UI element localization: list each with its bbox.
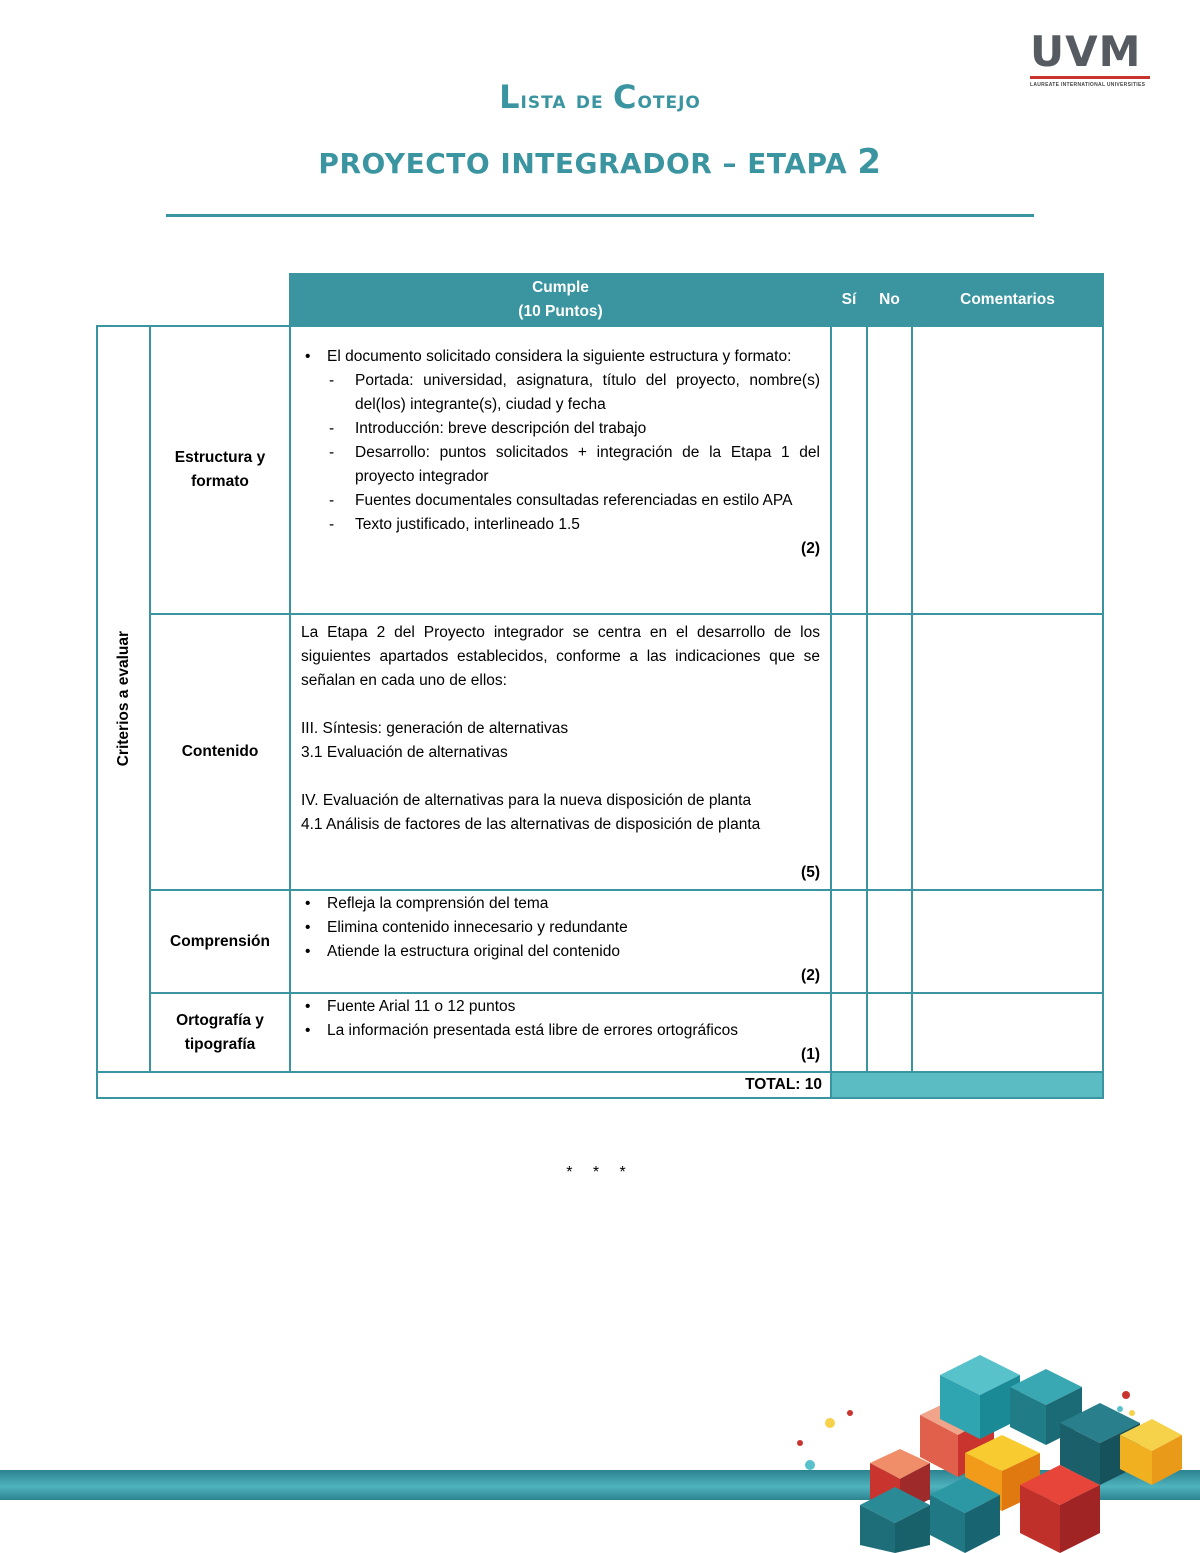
list-item: • Atiende la estructura original del contenido — [327, 940, 820, 964]
table-row — [97, 890, 1103, 993]
logo-tagline: LAUREATE INTERNATIONAL UNIVERSITIES — [1030, 82, 1146, 88]
content-section-item: 3.1 Evaluación de alternativas — [301, 744, 508, 761]
si-checkbox-cell[interactable] — [831, 993, 867, 1072]
header-cumple — [290, 274, 831, 326]
description-contenido — [290, 614, 831, 890]
dash-list — [327, 369, 820, 537]
bullet-list — [301, 892, 820, 964]
list-item: - Portada: universidad, asignatura, título del proyecto, nombre(s) del(los) integrante(s), ciudad y fecha — [355, 369, 820, 417]
description-comprension — [290, 890, 831, 993]
subtitle-number: 2 — [857, 142, 882, 182]
header-cumple-points: (10 Puntos) — [518, 303, 603, 320]
no-checkbox-cell[interactable] — [867, 993, 912, 1072]
content-intro: La Etapa 2 del Proyecto integrador se centra en el desarrollo de los siguientes apartados establecidos, conforme a las indicaciones que se señalan en cada uno de ellos: — [301, 624, 820, 689]
cube-cluster — [860, 1355, 1182, 1553]
page-subtitle — [0, 142, 1200, 182]
title-divider — [166, 214, 1034, 217]
comment-cell[interactable] — [912, 993, 1103, 1072]
dot — [1122, 1391, 1130, 1399]
comment-cell[interactable] — [912, 614, 1103, 890]
bullet-list — [301, 995, 820, 1043]
table-row — [97, 326, 1103, 614]
list-item: - Texto justificado, interlineado 1.5 — [355, 513, 820, 537]
no-checkbox-cell[interactable] — [867, 614, 912, 890]
header-no: No — [867, 274, 912, 326]
page-title — [0, 78, 1200, 116]
header-comentarios: Comentarios — [912, 274, 1103, 326]
no-checkbox-cell[interactable] — [867, 326, 912, 614]
side-label-cell — [97, 326, 150, 1072]
title-rest-2: otejo — [637, 86, 701, 114]
points-label: (2) — [801, 967, 820, 984]
total-label: TOTAL: 10 — [97, 1072, 831, 1098]
title-rest-1: ista de — [520, 86, 613, 114]
dot — [805, 1460, 815, 1470]
criterion-comprension: Comprensión — [150, 890, 290, 993]
header-cumple-label: Cumple — [532, 279, 589, 296]
points-label: (5) — [801, 864, 820, 881]
description-estructura — [290, 326, 831, 614]
criterion-ortografia — [150, 993, 290, 1072]
si-checkbox-cell[interactable] — [831, 614, 867, 890]
side-label: Criterios a evaluar — [114, 631, 132, 767]
header-row — [97, 274, 1103, 326]
list-item: - Desarrollo: puntos solicitados + integración de la Etapa 1 del proyecto integrador — [355, 441, 820, 489]
si-checkbox-cell[interactable] — [831, 326, 867, 614]
dot — [847, 1410, 853, 1416]
list-item: • Refleja la comprensión del tema — [327, 892, 820, 916]
content-section-title: IV. Evaluación de alternativas para la nueva disposición de planta — [301, 792, 752, 809]
dot — [1129, 1410, 1135, 1416]
description-ortografia — [290, 993, 831, 1072]
comment-cell[interactable] — [912, 890, 1103, 993]
criterion-estructura: Estructura y formato — [150, 326, 290, 614]
dot — [797, 1440, 803, 1446]
total-fill — [831, 1072, 1103, 1098]
total-row — [97, 1072, 1103, 1098]
dot — [825, 1418, 835, 1428]
bullet-list — [301, 345, 820, 537]
end-separator: * * * — [566, 1164, 634, 1181]
si-checkbox-cell[interactable] — [831, 890, 867, 993]
content-section-title: III. Síntesis: generación de alternativas — [301, 720, 569, 737]
table-row — [97, 993, 1103, 1072]
list-item: • Elimina contenido innecesario y redundante — [327, 916, 820, 940]
criterion-line: Ortografía y — [176, 1011, 264, 1029]
list-item-text: El documento solicitado considera la siguiente estructura y formato: — [327, 348, 792, 365]
no-checkbox-cell[interactable] — [867, 890, 912, 993]
list-item — [327, 345, 820, 537]
list-item: • La información presentada está libre de errores ortográficos — [327, 1019, 820, 1043]
criterion-line: tipografía — [184, 1035, 256, 1053]
list-item: - Introducción: breve descripción del trabajo — [355, 417, 820, 441]
dot — [1117, 1406, 1123, 1412]
logo-wordmark: UVM — [1030, 27, 1142, 76]
list-item: - Fuentes documentales consultadas referenciadas en estilo APA — [355, 489, 820, 513]
header-si: Sí — [831, 274, 867, 326]
rubric-table — [96, 273, 1104, 1099]
decorative-cubes — [790, 1345, 1200, 1553]
table-row — [97, 614, 1103, 890]
title-initial-1: L — [499, 78, 521, 116]
header-empty — [97, 274, 290, 326]
criterion-contenido: Contenido — [150, 614, 290, 890]
title-initial-2: C — [612, 78, 638, 116]
subtitle-text: PROYECTO INTEGRADOR – ETAPA — [318, 147, 858, 180]
list-item: • Fuente Arial 11 o 12 puntos — [327, 995, 820, 1019]
points-label: (2) — [801, 540, 820, 557]
comment-cell[interactable] — [912, 326, 1103, 614]
points-label: (1) — [801, 1046, 820, 1063]
content-section-item: 4.1 Análisis de factores de las alternativas de disposición de planta — [301, 816, 761, 833]
